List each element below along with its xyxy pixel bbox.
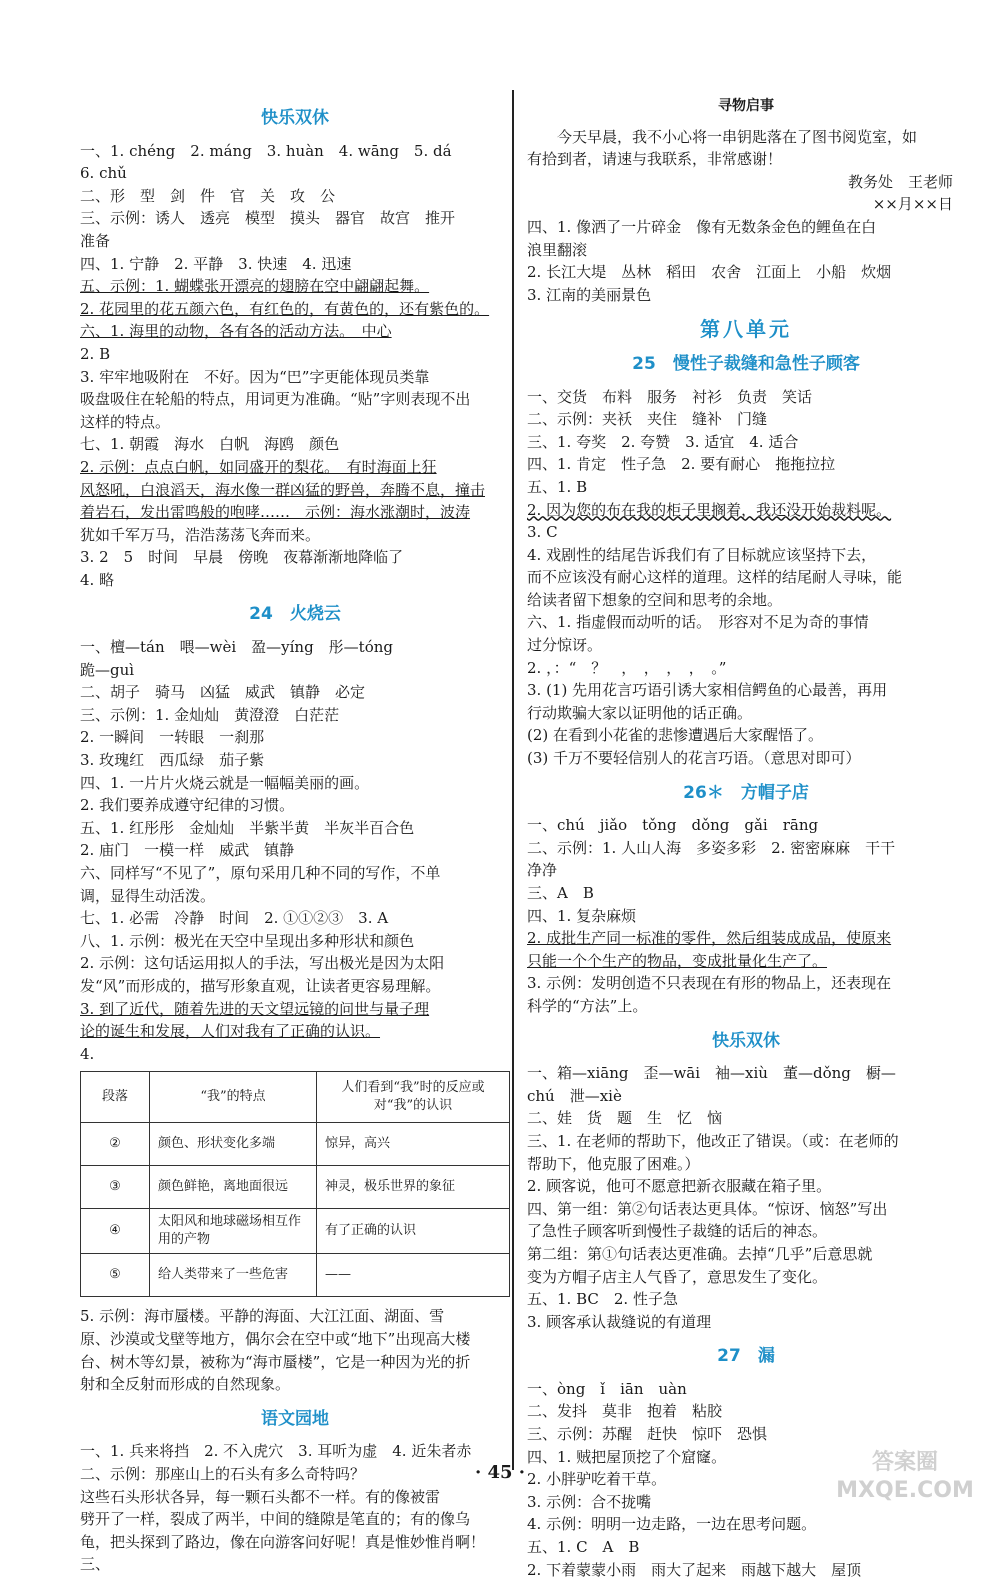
answer-line: 了急性子顾客听到慢性子裁缝的话后的神态。	[527, 1222, 828, 1241]
notice-signature: 教务处 王老师	[847, 172, 953, 191]
table-cell: ——	[317, 1254, 510, 1297]
answer-line: 四、1. 复杂麻烦	[527, 906, 637, 925]
answer-line: 一、1. 兵来将挡 2. 不入虎穴 3. 耳听为虚 4. 近朱者赤	[80, 1442, 472, 1461]
answer-line: 三、1. 夸奖 2. 夸赞 3. 适宜 4. 适合	[527, 432, 799, 451]
table-cell: 惊异，高兴	[317, 1123, 510, 1166]
answer-line: 三、示例：诱人 透亮 模型 摸头 器官 故宫 推开	[80, 209, 456, 228]
answer-line: 3. 顾客承认裁缝说的有道理	[527, 1312, 712, 1331]
answer-line: 2. 示例：点点白帆，如同盛开的梨花。 有时海面上狂	[80, 457, 437, 476]
answer-line: 3. 玫瑰红 西瓜绿 茄子紫	[80, 751, 265, 770]
answer-line: 二、胡子 骑马 凶猛 威武 镇静 必定	[80, 683, 366, 702]
answer-line: 四、1. 贼把屋顶挖了个窟窿。	[527, 1447, 727, 1466]
answer-line: 2. 小胖驴吃着干草。	[527, 1470, 667, 1489]
answer-line: 七、1. 朝霞 海水 白帆 海鸥 颜色	[80, 435, 340, 454]
answer-line: (2) 在看到小花雀的悲惨遭遇后大家醒悟了。	[527, 726, 824, 745]
answer-line: 科学的“方法”上。	[527, 996, 648, 1015]
answer-line: 有拾到者，请速与我联系，非常感谢！	[527, 150, 783, 169]
answer-line: 五、示例：1. 蝴蝶张开漂亮的翅膀在空中翩翩起舞。	[80, 277, 430, 296]
answer-line: 给读者留下想象的空间和思考的余地。	[527, 590, 783, 609]
answer-line: 6. chǔ	[80, 164, 127, 183]
answer-line: 5. 示例：海市蜃楼。平静的海面、大江江面、湖面、雪	[80, 1307, 445, 1326]
answer-line: 2. 顾客说，他可不愿意把新衣服藏在箱子里。	[527, 1177, 832, 1196]
table-cell: 神灵，极乐世界的象征	[317, 1166, 510, 1209]
table-row	[81, 1123, 510, 1166]
table-row	[81, 1166, 510, 1209]
watermark-logo: 答案圈 MXQE.COM	[836, 1450, 974, 1503]
table-cell: 颜色鲜艳，离地面很远	[150, 1166, 317, 1209]
answer-line: 4. 戏剧性的结尾告诉我们有了目标就应该坚持下去，	[527, 545, 877, 564]
answer-line: 二、示例：1. 人山人海 多姿多彩 2. 密密麻麻 干干	[527, 838, 896, 857]
section-title: 快乐双休	[261, 108, 329, 128]
table-cell: ⑤	[81, 1254, 150, 1297]
answer-line: 行动欺骗大家以证明他的话正确。	[527, 703, 753, 722]
answer-line: 犹如千军万马，浩浩荡荡飞奔而来。	[80, 525, 321, 544]
section-title: 24 火烧云	[249, 604, 341, 625]
table-cell: ③	[81, 1166, 150, 1209]
section-title: 语文园地	[261, 1408, 329, 1429]
left-column	[80, 95, 510, 1576]
answer-line: 2. 下着蒙蒙小雨 雨大了起来 雨越下越大 屋顶	[527, 1560, 862, 1579]
answer-line: 八、1. 示例：极光在天空中呈现出多种形状和颜色	[80, 931, 415, 950]
answer-line: 四、1. 宁静 2. 平静 3. 快速 4. 迅速	[80, 254, 352, 273]
answer-line: 三、示例：苏醒 赶快 惊吓 恐惧	[527, 1425, 768, 1444]
answer-line: 三、示例：1. 金灿灿 黄澄澄 白茫茫	[80, 705, 340, 724]
answer-line: 这些石头形状各异，每一颗石头都不一样。有的像被雷	[80, 1487, 441, 1506]
answer-line: 四、1. 肯定 性子急 2. 要有耐心 拖拖拉拉	[527, 455, 836, 474]
answer-line: 4.	[80, 1044, 95, 1063]
section-title: 25 慢性子裁缝和急性子顾客	[632, 353, 860, 374]
answer-line: 帮助下，他克服了困难。）	[527, 1154, 700, 1173]
answer-line: 2. 长江大堤 丛林 稻田 农舍 江面上 小船 炊烟	[527, 263, 892, 282]
answer-line: 五、1. B	[527, 477, 588, 496]
answer-line: 跪—guì	[80, 660, 135, 679]
answer-block	[80, 140, 510, 592]
table-cell: ②	[81, 1123, 150, 1166]
answer-line: 着岩石，发出雷鸣般的咆哮…… 示例：海水涨潮时，波涛	[80, 503, 471, 522]
answer-line: 五、1. C A B	[527, 1538, 640, 1557]
table-header: “我”的特点	[150, 1072, 317, 1123]
answer-line: 二、示例：夹袄 夹住 缝补 门缝	[527, 410, 768, 429]
answer-line: 发“风”而形成的，描写形象直观，让读者更容易理解。	[80, 976, 441, 995]
unit-title: 第八单元	[700, 317, 792, 342]
answer-line: 2. 庙门 一模一样 威武 镇静	[80, 841, 295, 860]
answer-line: 过分惊讶。	[527, 636, 603, 655]
table-cell: 太阳风和地球磁场相互作用的产物	[150, 1209, 317, 1254]
answer-line: 2. B	[80, 344, 111, 363]
answer-line: 劈开了一样，裂成了两半，中间的缝隙是笔直的；有的像乌	[80, 1510, 471, 1529]
answer-line: 2. 一瞬间 一转眼 一刹那	[80, 728, 265, 747]
answer-line: 3. 江南的美丽景色	[527, 285, 652, 304]
answer-block	[527, 814, 965, 1017]
answer-line: 这样的特点。	[80, 412, 171, 431]
answer-line: 四、1. 像洒了一片碎金 像有无数条金色的鲤鱼在白	[527, 217, 877, 236]
answer-line: 准备	[80, 231, 111, 250]
answer-line: 2. 示例：这句话运用拟人的手法，写出极光是因为太阳	[80, 954, 445, 973]
answer-line: 一、chú jiǎo tǒng dǒng gǎi rāng	[527, 816, 819, 835]
answer-line: 六、同样写“不见了”，原句采用几种不同的写作，不单	[80, 864, 441, 882]
answer-table	[80, 1071, 510, 1297]
answer-line: 六、1. 指虚假而动听的话。 形容对不足为奇的事情	[527, 613, 869, 632]
page-number: · 45 ·	[474, 1462, 526, 1483]
table-header: 人们看到“我”时的反应或对“我”的认识	[317, 1072, 510, 1123]
answer-line: 浪里翻滚	[527, 240, 588, 259]
answer-line: 只能一个个生产的物品，变成批量化生产了。	[527, 951, 828, 970]
answer-line: 3. (1) 先用花言巧语引诱大家相信鳄鱼的心最善，再用	[527, 681, 888, 700]
answer-line: 3. C	[527, 523, 558, 542]
answer-block	[527, 386, 965, 770]
answer-line: 一、交货 布料 服务 衬衫 负责 笑话	[527, 387, 813, 406]
answer-line: 五、1. BC 2. 性子急	[527, 1290, 678, 1309]
answer-line: 第二组：第①句话表达更准确。去掉“几乎”后意思就	[527, 1244, 873, 1263]
answer-line: 变为方帽子店主人气昏了，意思发生了变化。	[527, 1267, 828, 1286]
answer-line: 3. 示例：发明创造不只表现在有形的物品上，还表现在	[527, 974, 892, 993]
answer-line: 三、1. 在老师的帮助下，他改正了错误。（或：在老师的	[527, 1131, 899, 1150]
answer-line: 3. 2 5 时间 早晨 傍晚 夜幕渐渐地降临了	[80, 548, 404, 567]
answer-line: chú 泄—xiè	[527, 1086, 622, 1105]
answer-line: 风怒吼，白浪滔天，海水像一群凶猛的野兽，奔腾不息，撞击	[80, 480, 486, 499]
answer-line: 三、A B	[527, 884, 594, 902]
answer-line: 2. 成批生产同一标准的零件，然后组装成成品，使原来	[527, 929, 892, 948]
notice-date: ××月××日	[872, 195, 953, 214]
answer-line: 台、树木等幻景，被称为“海市蜃楼”，它是一种因为光的折	[80, 1352, 471, 1371]
answer-line: 3. 示例：合不拢嘴	[527, 1492, 652, 1511]
answer-line: 今天早晨，我不小心将一串钥匙落在了图书阅览室，如	[557, 127, 918, 146]
table-row	[81, 1254, 510, 1297]
table-header-row	[81, 1072, 510, 1123]
column-divider	[512, 90, 514, 1470]
answer-line: (3) 千万不要轻信别人的花言巧语。（意思对即可）	[527, 749, 861, 768]
answer-line: 4. 示例：明明一边走路，一边在思考问题。	[527, 1515, 817, 1534]
answer-line: 3. 牢牢地吸附在 不好。因为“巴”字更能体现员类靠	[80, 367, 430, 386]
answer-line: 吸盘吸住在轮船的特点，用词更为准确。“贴”字则表现不出	[80, 390, 471, 409]
answer-block	[80, 1305, 510, 1395]
answer-line: 2. ，：“ ？ ， ， ， ， 。”	[527, 658, 727, 677]
answer-line: 一、檀—tán 喂—wèi 盈—yíng 彤—tóng	[80, 638, 394, 657]
answer-line: 三、	[80, 1555, 111, 1574]
section-title: 27 漏	[717, 1346, 775, 1367]
answer-line: 二、示例：那座山上的石头有多么奇特吗？	[80, 1464, 366, 1483]
answer-line: 二、娃 货 题 生 忆 恼	[527, 1109, 723, 1128]
answer-line: 龟，把头探到了路边，像在向游客问好呢！真是惟妙惟肖啊！	[80, 1532, 486, 1551]
answer-line: 论的诞生和发展，人们对我有了正确的认识。	[80, 1022, 381, 1041]
table-cell: 有了正确的认识	[317, 1209, 510, 1254]
answer-line: 调，显得生动活泼。	[80, 886, 216, 905]
notice-body	[527, 126, 965, 171]
table-cell: ④	[81, 1209, 150, 1254]
answer-line: 一、1. chéng 2. máng 3. huàn 4. wāng 5. dá	[80, 141, 452, 160]
notice-title: 寻物启事	[718, 98, 774, 114]
right-column	[527, 95, 965, 1581]
answer-line: 七、1. 必需 冷静 时间 2. ①①②③ 3. A	[80, 909, 389, 928]
answer-line: 而不应该没有耐心这样的道理。这样的结尾耐人寻味，能	[527, 568, 903, 587]
answer-line: 二、形 型 剑 件 官 关 攻 公	[80, 186, 336, 205]
answer-block	[80, 1440, 510, 1576]
answer-line: 四、第一组：第②句话表达更具体。“惊讶、恼怒”写出	[527, 1199, 888, 1218]
answer-line: 2. 因为您的布在我的柜子里搁着，我还没开始裁料呢。	[527, 500, 892, 519]
answer-line: 净净	[527, 861, 558, 880]
answer-line: 原、沙漠或戈壁等地方，偶尔会在空中或“地下”出现高大楼	[80, 1329, 471, 1348]
answer-line: 五、1. 红彤彤 金灿灿 半紫半黄 半灰半百合色	[80, 818, 415, 837]
answer-line: 3. 到了近代，随着先进的天文望远镜的问世与量子理	[80, 999, 430, 1018]
section-title: 26＊ 方帽子店	[683, 782, 809, 803]
answer-line: 四、1. 一片片火烧云就是一幅幅美丽的画。	[80, 773, 370, 792]
answer-block	[527, 216, 965, 306]
answer-block	[527, 1062, 965, 1333]
answer-line: 射和全反射而形成的自然现象。	[80, 1375, 291, 1394]
section-title: 快乐双休	[712, 1030, 780, 1051]
answer-line: 六、1. 海里的动物，各有各的活动方法。 中心	[80, 322, 392, 341]
table-cell: 给人类带来了一些危害	[150, 1254, 317, 1297]
table-header: 段落	[81, 1072, 150, 1123]
answer-line: 4. 略	[80, 570, 115, 589]
table-row	[81, 1209, 510, 1254]
answer-line: 一、òng ǐ iān uàn	[527, 1379, 687, 1398]
answer-line: 一、箱—xiāng 歪—wāi 袖—xiù 董—dǒng 橱—	[527, 1064, 896, 1083]
answer-line: 二、发抖 莫非 抱着 粘胶	[527, 1402, 723, 1421]
answer-line: 2. 我们要养成遵守纪律的习惯。	[80, 796, 295, 815]
answer-block	[80, 636, 510, 1065]
table-cell: 颜色、形状变化多端	[150, 1123, 317, 1166]
answer-line: 2. 花园里的花五颜六色，有红色的，有黄色的，还有紫色的。	[80, 299, 490, 318]
